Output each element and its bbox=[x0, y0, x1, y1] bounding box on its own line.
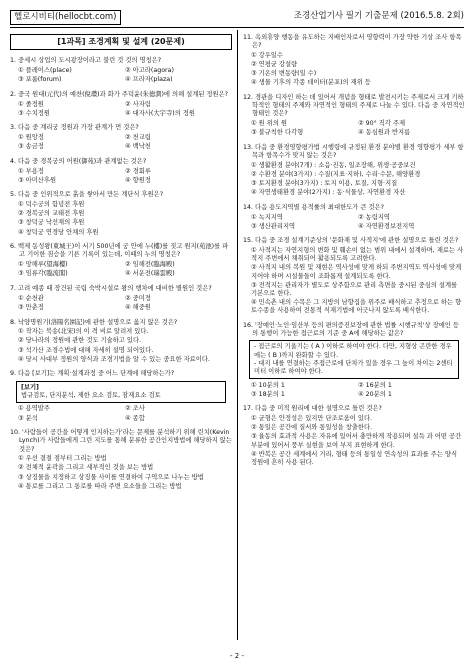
answer-option[interactable]: ④ 백낙천 bbox=[125, 143, 151, 151]
page-header bbox=[10, 8, 464, 28]
answer-option[interactable]: ③ 포룸(forum) bbox=[18, 76, 62, 84]
answer-option[interactable]: ④ 자연환경보전지역 bbox=[358, 222, 415, 230]
question-box bbox=[16, 381, 226, 403]
answer-options bbox=[243, 381, 465, 399]
answer-option[interactable]: ① 망해루(望海樓) bbox=[18, 261, 68, 269]
answer-option[interactable]: ② 사적지 내의 복원 및 재현은 역사성에 맞게 하되 주변지역도 역사성에 맞게 지어야 하며 시설물들이 조화롭게 설계되도록 한다. bbox=[251, 264, 462, 280]
question-text: 15. 다음 중 조경 설계기준상의 '문화재 및 사적지'에 관한 설명으로 틀린 것은? bbox=[243, 237, 459, 245]
answer-options bbox=[243, 247, 465, 316]
answer-options bbox=[10, 201, 232, 238]
box-body: - 접근로의 기울기는 ( A ) 이하로 하여야 한다. 다만, 지형상 곤란한 경우에는 ( B )까지 완화할 수 있다. - 대지 내를 연결하는 주접근로에 단차가 있을 경우 그 높이 차이는 2센티미터 이하로 하여야 한다. bbox=[254, 343, 453, 375]
question bbox=[243, 204, 465, 232]
answer-option[interactable]: ③ 수치정원 bbox=[18, 109, 50, 117]
page-number: - 2 - bbox=[230, 652, 244, 660]
question-text: 5. 다음 중 인위적으로 흙을 쌓아서 만든 계단식 후원은? bbox=[10, 191, 164, 199]
question-text: 1. 중세시 상업의 도시광장이라고 불린 것 것의 명칭은? bbox=[10, 57, 162, 65]
answer-option[interactable]: ④ 종합 bbox=[125, 414, 145, 422]
question bbox=[10, 319, 232, 365]
question bbox=[243, 322, 465, 399]
answer-option[interactable]: ④ 대자사(大宇寺)의 정원 bbox=[125, 109, 195, 117]
answer-option[interactable]: ② 당나라의 정원에 관한 것도 기술하고 있다. bbox=[18, 337, 142, 345]
question-text: 6. 백제 동성왕(東城王)이 서기 500년에 궁 안에 누(樓)를 짓고 원지(苑池)를 파고 기이한 짐승을 기른 기록이 있는데, 이때의 누의 명칭은? bbox=[10, 243, 229, 259]
site-label: 헬로시비티(hellocbt.com) bbox=[10, 10, 121, 25]
answer-option[interactable]: ③ 불규칙한 다각형 bbox=[251, 129, 304, 137]
answer-option[interactable]: ① 녹지지역 bbox=[251, 213, 283, 221]
answer-options bbox=[243, 415, 465, 468]
answer-option[interactable]: ③ 석가산 조경수법에 대해 자세히 설명 되어있다. bbox=[18, 346, 154, 354]
question bbox=[243, 405, 465, 467]
question-text: 10. '사람들이 공간을 어떻게 인지하는가'라는 문제를 분석하기 위해 린치(Kevin Lynch)가 사람들에게 그린 지도를 통해 분류한 공간인지방법에 해당하지 않는 것은? bbox=[10, 429, 232, 453]
answer-option[interactable]: ① 10분의 1 bbox=[251, 381, 285, 389]
answer-option[interactable]: ④ 창덕궁 연경당 안채의 후원 bbox=[18, 228, 99, 236]
answer-option[interactable]: ① 덕수궁의 함녕전 후원 bbox=[18, 201, 85, 209]
question-text: 13. 다음 중 환경영향평가법 시행령에 규정된 환경 분야별 환경 영향평가 세부 항목과 항목수가 맞지 않는 것은? bbox=[243, 143, 464, 160]
answer-option[interactable]: ③ 율동의 효과적 사용은 자유에 있어서 충만하게 작용되며 설득 과 어떤 공간 부분에 있어서 풍부 실현을 보여 부지 표현하게 한다. bbox=[251, 433, 462, 449]
answer-option[interactable]: ④ 민속촌 내의 수목은 그 지방의 남향집을 위주로 배식하고 추정으로 하는 향토수종을 사용하여 전통적 식재기법에 어긋나지 않도록 배식한다. bbox=[251, 299, 462, 315]
answer-option[interactable]: ① 플레이스(place) bbox=[18, 67, 72, 75]
answer-option[interactable]: ④ 반복은 공간 세계에서 거리, 형태 등의 통일성 연속성의 효과를 주는 양식 정원에 흔히 사용 된다. bbox=[251, 450, 458, 466]
answer-option[interactable]: ④ 20분의 1 bbox=[358, 390, 392, 398]
answer-option[interactable]: ① 작자는 북송(北宋)의 이 격 비로 알려져 있다. bbox=[18, 328, 149, 336]
answer-option[interactable]: ② 임해전(臨海殿) bbox=[125, 261, 175, 269]
question bbox=[243, 237, 465, 316]
answer-options bbox=[243, 51, 465, 88]
answer-option[interactable]: ② 경복궁의 교태전 후원 bbox=[18, 210, 85, 218]
box-body: 법규검토, 단지분석, 제한 요소 검토, 잠재요소 검토 bbox=[21, 391, 161, 399]
answer-options bbox=[243, 120, 465, 138]
question bbox=[10, 158, 232, 186]
answer-option[interactable]: ③ 상징물을 지정하고 상징물 사이를 연결하여 구역으로 나누는 방법 bbox=[18, 473, 204, 481]
question-text: 16. '장애인·노인·임산부 등의 편의증진보장에 관한 법률 시행규칙'상 장애인 등의 통행이 가능한 접근로의 기준 중 A에 해당하는 값은? bbox=[243, 321, 459, 338]
question bbox=[10, 91, 232, 119]
question-text: 8. 낙양명원기(洛陽名園記)에 관한 설명으로 옳지 않은 것은? bbox=[10, 318, 178, 326]
answer-option[interactable]: ① 사적지는 자연지형의 변화 및 훼손이 없는 범위 내에서 설계하며, 재료는 사적지 주변에서 채취되어 활용되도록 고려한다. bbox=[251, 247, 464, 263]
answer-option[interactable]: ③ 만춘정 bbox=[18, 303, 44, 311]
answer-option[interactable]: ④ 향원정 bbox=[125, 176, 151, 184]
question-text: 9. 다음 [보기]는 계획·설계과정 중 어느 단계에 해당하는가? bbox=[10, 370, 175, 378]
answer-option[interactable]: ③ 송금정 bbox=[18, 143, 44, 151]
question bbox=[10, 57, 232, 85]
answer-option[interactable]: ② 수환경 분야(3가지) : 수질(지표·지하), 수리·수문, 해양환경 bbox=[251, 170, 421, 178]
answer-option[interactable]: ① 생활환경 분야(7개) : 소음·진동, 일조장해, 위생·공중보건 bbox=[251, 161, 416, 169]
question-text: 3. 다음 중 계리궁 정원과 가장 관계가 먼 것은? bbox=[10, 124, 139, 132]
question-text: 12. 경관을 디자인 하는 데 있어서 개념을 형태로 발전시키는 주제로서 크게 기하학적인 형태의 주제와 자연적인 형태의 주제로 나눌 수 있다. 다음 중 자연적인 형태인 것은? bbox=[243, 94, 465, 118]
box-heading: [보기] bbox=[21, 383, 39, 391]
answer-option[interactable]: ③ 창덕궁 낙선재의 후원 bbox=[18, 219, 85, 227]
answer-option[interactable]: ② 16분의 1 bbox=[358, 381, 392, 389]
answer-option[interactable]: ④ 통로를 그리고 그 통로를 따라 주변 요소들을 그리는 방법 bbox=[18, 482, 182, 490]
answer-option[interactable]: ③ 기온의 변동량(일 수) bbox=[251, 70, 317, 78]
answer-options bbox=[243, 161, 465, 198]
answer-option[interactable]: ③ 18분의 1 bbox=[251, 390, 285, 398]
answer-option[interactable]: ① 용역발주 bbox=[18, 405, 50, 413]
answer-option[interactable]: ① 강우일수 bbox=[251, 51, 283, 59]
question bbox=[10, 285, 232, 313]
right-column bbox=[243, 34, 465, 474]
answer-option[interactable]: ④ 해중원 bbox=[125, 303, 151, 311]
left-column bbox=[10, 34, 232, 497]
answer-option[interactable]: ① 우선 결절 점부터 그리는 방법 bbox=[18, 455, 107, 463]
answer-options bbox=[10, 100, 232, 118]
answer-options bbox=[10, 405, 232, 423]
question-text: 17. 다음 중 미적 원리에 대한 설명으로 틀린 것은? bbox=[243, 405, 382, 413]
answer-option[interactable]: ① 졸정원 bbox=[18, 100, 44, 108]
answer-options bbox=[10, 455, 232, 492]
answer-option[interactable]: ② 통일은 공간에 질서와 통일성을 창출한다. bbox=[251, 424, 373, 432]
answer-option[interactable]: ② 경회루 bbox=[125, 167, 151, 175]
document-title: 조경산업기사 필기 기출문제 (2016.5.8. 2회) bbox=[293, 11, 464, 21]
answer-option[interactable]: ③ 토지환경 분야(3가지) : 토지 이용, 토질, 지형·지질 bbox=[251, 180, 398, 188]
answer-option[interactable]: ④ 프라자(plaza) bbox=[125, 76, 173, 84]
answer-option[interactable]: ① 순천관 bbox=[18, 294, 44, 302]
answer-option[interactable]: ④ 동심원과 반지름 bbox=[358, 129, 411, 137]
question-text: 14. 다음 용도지역별 용적률의 최대한도가 큰 것은? bbox=[243, 203, 384, 211]
answer-option[interactable]: ④ 서운전(瑞雲殿) bbox=[125, 270, 175, 278]
question bbox=[10, 191, 232, 237]
question-text: 2. 중국 원대(元代)의 예찬(倪瓚)과 화가 주덕윤(朱德潤)에 의해 설계된 정원은? bbox=[10, 90, 229, 98]
question-text: 11. 옥외휴양 행동을 유도하는 지배인자로서 영향력이 가장 약한 기상 조사 항목은? bbox=[243, 34, 462, 50]
answer-option[interactable]: ② 전체적 윤곽을 그리고 세부적인 것을 보는 방법 bbox=[18, 464, 154, 472]
question bbox=[10, 243, 232, 279]
answer-option[interactable]: ③ 전적지는 관리자가 별도로 상주함으로 관리 측면을 중시된 중심의 설계를 기본으로 한다. bbox=[251, 281, 458, 297]
answer-option[interactable]: ③ 생산관리지역 bbox=[251, 222, 296, 230]
question-text: 4. 다음 중 경복궁의 어원(御苑)과 관계없는 것은? bbox=[10, 157, 147, 165]
answer-options bbox=[10, 328, 232, 365]
answer-option[interactable]: ② 아고라(agora) bbox=[125, 67, 174, 75]
answer-option[interactable]: ② 중미정 bbox=[125, 294, 151, 302]
answer-option[interactable]: ④ 자연생태환경 분야(2가지) : 동·식물상, 자연환경 자산 bbox=[251, 189, 406, 197]
answer-option[interactable]: ③ 임류각(臨流閣) bbox=[18, 270, 68, 278]
answer-option[interactable]: ③ 아미산후원 bbox=[18, 176, 57, 184]
question bbox=[10, 370, 232, 423]
column-divider bbox=[237, 30, 238, 640]
answer-option[interactable]: ③ 분석 bbox=[18, 414, 38, 422]
answer-option[interactable]: ① 원앙정 bbox=[18, 134, 44, 142]
question-box bbox=[249, 340, 459, 379]
answer-option[interactable]: ② 농림지역 bbox=[358, 213, 390, 221]
question bbox=[243, 34, 465, 88]
question bbox=[243, 94, 465, 138]
answer-option[interactable]: ② 90° 직각 주제 bbox=[358, 120, 406, 128]
answer-option[interactable]: ④ 생물 기후의 각종 데이터(분포)의 재위 등 bbox=[251, 79, 371, 87]
answer-option[interactable]: ④ 당시 사대부 정원의 양식과 조경기법을 알 수 있는 중요한 자료이다. bbox=[18, 355, 210, 363]
answer-options bbox=[10, 261, 232, 279]
answer-option[interactable]: ① 부용정 bbox=[18, 167, 44, 175]
question bbox=[10, 429, 232, 491]
question-text: 7. 고려 예종 때 장건된 국립 숙박시설로 왕의 행차에 대비한 별원인 것은? bbox=[10, 285, 212, 292]
answer-options bbox=[10, 67, 232, 85]
answer-option[interactable]: ① 원 위의 원 bbox=[251, 120, 287, 128]
answer-option[interactable]: ① 균형은 안정성은 있지만 단조로움이 있다. bbox=[251, 415, 373, 423]
subject-heading: [1과목] 조경계획 및 설계 (20문제) bbox=[10, 34, 232, 50]
question bbox=[243, 144, 465, 198]
answer-options bbox=[10, 294, 232, 312]
answer-options bbox=[243, 213, 465, 231]
answer-option[interactable]: ② 천교립 bbox=[125, 134, 151, 142]
answer-options bbox=[10, 167, 232, 185]
answer-option[interactable]: ② 사자림 bbox=[125, 100, 151, 108]
question bbox=[10, 124, 232, 152]
answer-options bbox=[10, 134, 232, 152]
answer-option[interactable]: ② 조사 bbox=[125, 405, 145, 413]
answer-option[interactable]: ② 연평균 강설량 bbox=[251, 61, 298, 69]
